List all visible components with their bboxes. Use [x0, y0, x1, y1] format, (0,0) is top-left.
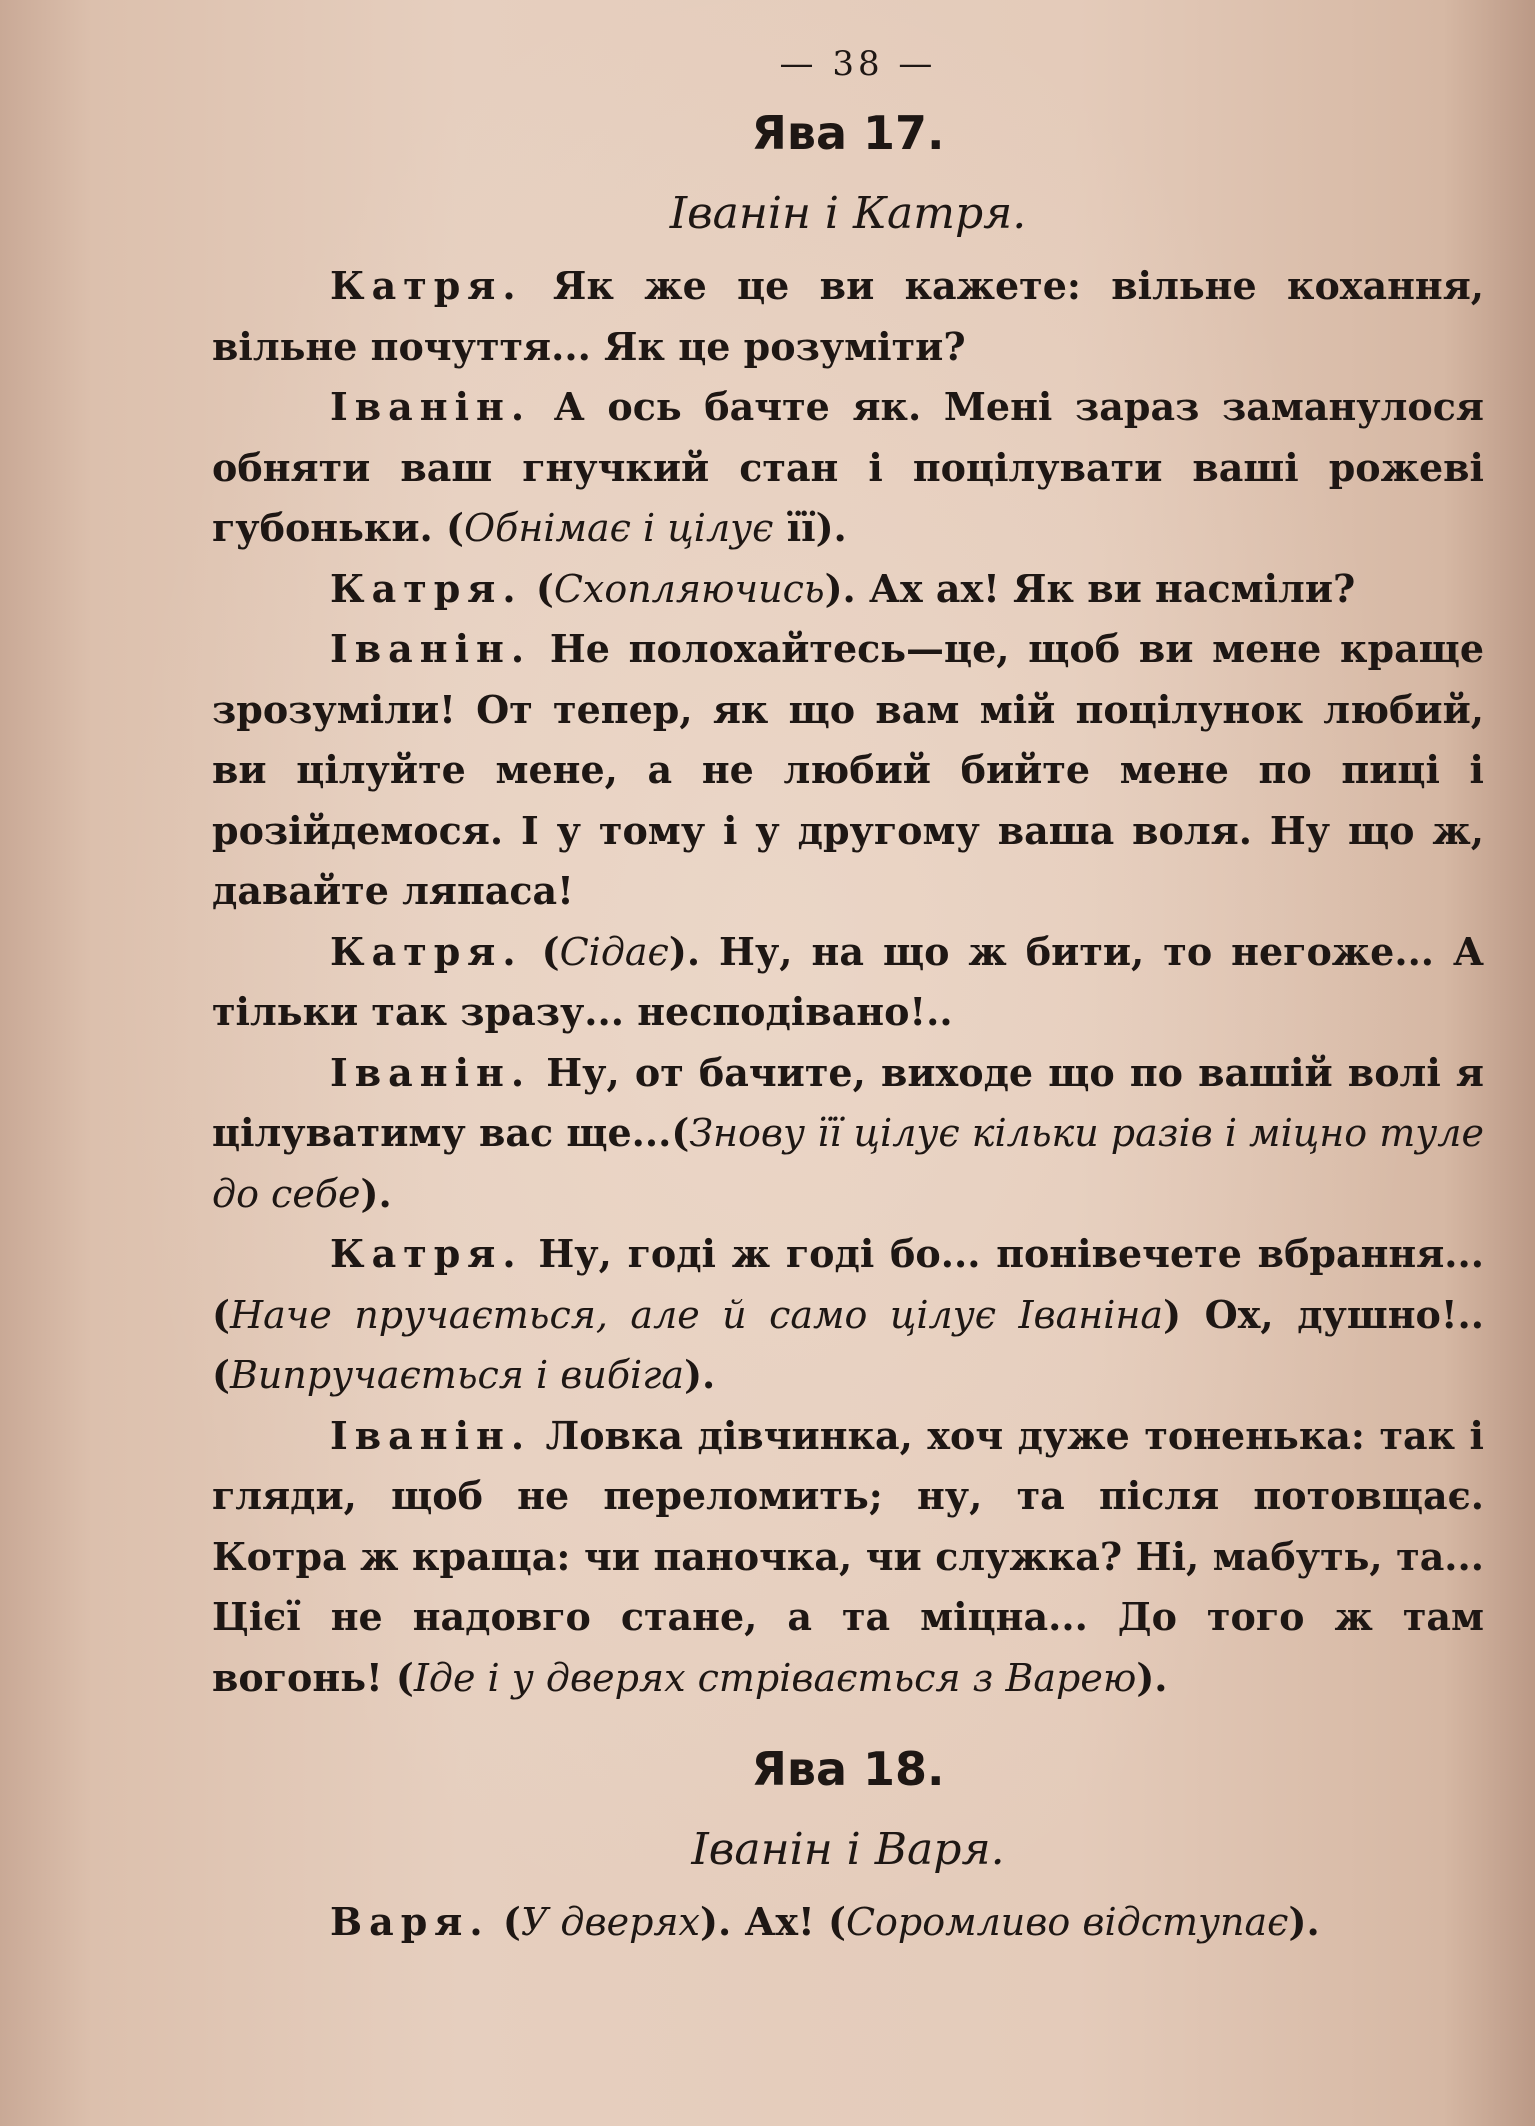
speaker-name: Катря.: [330, 928, 523, 974]
dialogue-text: Не полохайтесь—це, щоб ви мене краще зрозуміли! От тепер, як що вам мій поцілунок любий, ви цілуйте мене, а не любий бийте мене по пиці і розійдемося. І у тому і у другому ваша воля. Ну що ж, давайте ляпаса!: [212, 626, 1484, 913]
stage-direction: Схопляючись: [553, 566, 825, 611]
page-number: — 38 —: [779, 44, 937, 84]
dialogue-paragraph: [212, 1224, 1484, 1406]
dialogue-paragraph: [212, 922, 1484, 1043]
dialogue-text: (: [522, 928, 560, 974]
scene-gap: [212, 1708, 1484, 1726]
page-content: [212, 38, 1484, 1953]
speaker-name: Іванін.: [330, 1049, 532, 1095]
dialogue-text: ). Ну, на що ж бити, то негоже... А тільки так зразу... несподівано!..: [212, 928, 1484, 1034]
stage-direction: Сідає: [559, 929, 669, 974]
speaker-name: Іванін.: [330, 1412, 532, 1458]
dialogue-text: (: [489, 1899, 521, 1944]
speaker-name: Іванін.: [330, 384, 532, 429]
dialogue-text: ).: [1288, 1899, 1320, 1944]
stage-direction: Випручається і вибіга: [229, 1353, 685, 1397]
scenes: [212, 94, 1484, 1953]
dialogue-text: ).: [684, 1352, 716, 1397]
dialogue-text: А ось бачте як. Мені зараз заманулося обняти ваш гнучкий стан і поцілувати ваші рожеві губоньки. (: [212, 384, 1484, 550]
stage-direction: Іде і у дверях стрівається з Варею: [413, 1655, 1137, 1700]
dialogue-paragraph: [212, 559, 1484, 620]
dialogue-text: Ловка дівчинка, хоч дуже тоненька: так і гляди, щоб не переломить; ну, та після потовщає. Котра ж краща: чи паночка, чи служка? Ні, мабуть, та... Цієї не надовго стане, а та міцна... До того ж там вогонь! (: [212, 1412, 1484, 1700]
dialogue-text: Ну, от бачите, виходе що по вашій волі я цілуватиму вас ще...(: [212, 1049, 1484, 1155]
dialogue-paragraph: [212, 1043, 1484, 1225]
scene-title: Ява 17.: [751, 106, 945, 160]
scene-cast: Іванін і Варя.: [691, 1824, 1005, 1875]
dialogue-paragraph: [212, 256, 1484, 377]
dialogue-paragraph: [212, 619, 1484, 922]
dialogue-text: її).: [773, 505, 847, 550]
dialogue-text: Як же це ви кажете: вільне кохання, вільне почуття... Як це розуміти?: [212, 263, 1484, 369]
dialogue-text: Ну, годі ж годі бо... понівечете вбрання... (: [212, 1231, 1484, 1337]
dialogue-text: ). Ах! (: [700, 1899, 846, 1944]
stage-direction: Наче пручається, але й само цілує Іваніна: [229, 1292, 1164, 1337]
dialogue-text: ).: [1136, 1654, 1168, 1700]
stage-direction: Соромливо відступає: [845, 1900, 1289, 1944]
speaker-name: Катря.: [330, 263, 523, 308]
speaker-name: Іванін.: [330, 626, 532, 671]
stage-direction: У дверях: [520, 1900, 700, 1944]
dialogue-text: ) Ох, душно!.. (: [212, 1291, 1484, 1397]
stage-direction: Обнімає і цілує: [463, 506, 774, 550]
scene-title: Ява 18.: [751, 1742, 945, 1796]
dialogue-text: ).: [360, 1170, 392, 1216]
dialogue-paragraph: [212, 1406, 1484, 1709]
dialogue-text: (: [522, 565, 554, 611]
stage-direction: Знову її цілує кільки разів і міцно туле до себе: [212, 1111, 1484, 1216]
speaker-name: Катря.: [330, 1231, 523, 1276]
dialogue-paragraph: [212, 377, 1484, 559]
scene-cast: Іванін і Катря.: [669, 188, 1027, 239]
dialogue-text: ). Ах ах! Як ви насміли?: [824, 565, 1356, 611]
dialogue-paragraph: [212, 1892, 1484, 1953]
speaker-name: Варя.: [330, 1899, 490, 1944]
speaker-name: Катря.: [330, 565, 523, 611]
